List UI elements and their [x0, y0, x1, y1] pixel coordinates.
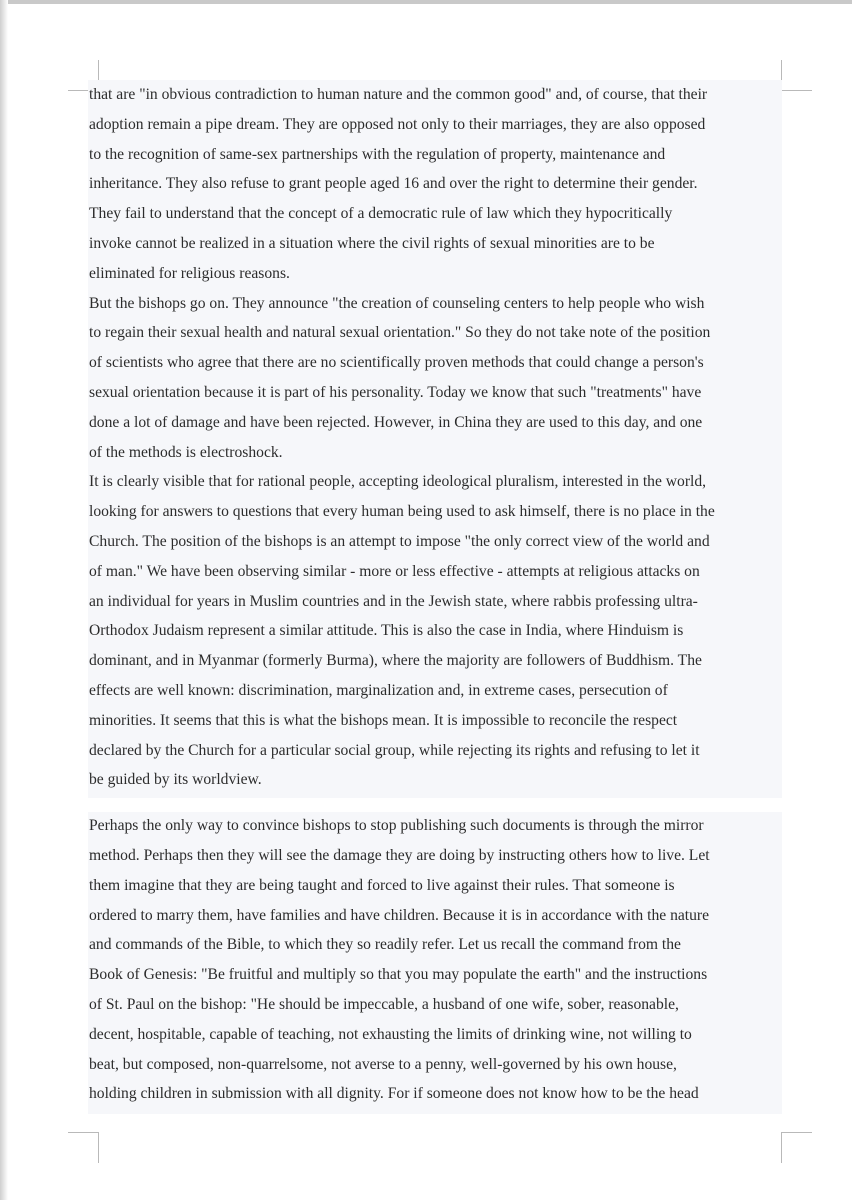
text-line: looking for answers to questions that every human being used to ask himself, there is no place in the: [89, 503, 715, 521]
text-line: done a lot of damage and have been rejected. However, in China they are used to this day, and one: [89, 413, 703, 431]
text-line: be guided by its worldview.: [89, 771, 262, 789]
text-line: effects are well known: discrimination, marginalization and, in extreme cases, persecution of: [89, 681, 668, 699]
paragraph-4: [89, 811, 794, 1109]
text-line: It is clearly visible that for rational people, accepting ideological pluralism, interested in the world,: [89, 473, 707, 491]
text-line: decent, hospitable, capable of teaching, not exhausting the limits of drinking wine, not willing to: [89, 1025, 692, 1043]
text-line: inheritance. They also refuse to grant people aged 16 and over the right to determine their gender.: [89, 175, 698, 193]
text-line: Perhaps the only way to convince bishops to stop publishing such documents is through the mirror: [89, 817, 704, 835]
text-line: holding children in submission with all dignity. For if someone does not know how to be the head: [89, 1085, 699, 1103]
text-line: that are "in obvious contradiction to human nature and the common good" and, of course, that their: [89, 86, 708, 103]
document-body[interactable]: [89, 80, 794, 1109]
text-line: They fail to understand that the concept of a democratic rule of law which they hypocritically: [89, 205, 673, 223]
text-line: an individual for years in Muslim countries and in the Jewish state, where rabbis professing ultra-: [89, 592, 698, 610]
text-line: sexual orientation because it is part of his personality. Today we know that such "treatments" have: [89, 383, 702, 401]
text-line: beat, but composed, non-quarrelsome, not averse to a penny, well-governed by his own house,: [89, 1055, 677, 1073]
text-line: to the recognition of same-sex partnerships with the regulation of property, maintenance and: [89, 145, 666, 163]
text-line: invoke cannot be realized in a situation where the civil rights of sexual minorities are to be: [89, 234, 655, 252]
text-line: method. Perhaps then they will see the damage they are doing by instructing others how to live. Let: [89, 846, 710, 864]
text-line: them imagine that they are being taught and forced to live against their rules. That someone is: [89, 876, 675, 894]
paragraph-3: [89, 467, 794, 795]
paragraph-2: [89, 289, 794, 468]
text-line: But the bishops go on. They announce "the creation of counseling centers to help people who wish: [89, 294, 705, 312]
text-line: of scientists who agree that there are no scientifically proven methods that could change a person's: [89, 354, 704, 372]
text-line: Book of Genesis: "Be fruitful and multiply so that you may populate the earth" and the instructions: [89, 966, 708, 984]
text-line: of St. Paul on the bishop: "He should be impeccable, a husband of one wife, sober, reasonable,: [89, 995, 679, 1013]
text-line: Orthodox Judaism represent a similar attitude. This is also the case in India, where Hinduism is: [89, 622, 684, 640]
paragraph-spacer: [89, 795, 794, 811]
text-line: of man." We have been observing similar - more or less effective - attempts at religious attacks on: [89, 562, 700, 580]
text-line: dominant, and in Myanmar (formerly Burma), where the majority are followers of Buddhism. The: [89, 652, 702, 670]
text-line: eliminated for religious reasons.: [89, 264, 290, 282]
text-line: minorities. It seems that this is what the bishops mean. It is impossible to reconcile the respect: [89, 711, 678, 729]
text-line: of the methods is electroshock.: [89, 443, 283, 461]
screen-left-edge: [0, 0, 8, 1200]
text-line: declared by the Church for a particular social group, while rejecting its rights and refusing to let it: [89, 741, 700, 759]
text-line: to regain their sexual health and natural sexual orientation." So they do not take note of the position: [89, 324, 711, 342]
paragraph-1: [89, 80, 794, 289]
margin-corner-bottom-right: [781, 1132, 812, 1163]
text-line: ordered to marry them, have families and have children. Because it is in accordance with the nature: [89, 906, 710, 924]
text-line: adoption remain a pipe dream. They are opposed not only to their marriages, they are also opposed: [89, 115, 706, 133]
margin-corner-bottom-left: [68, 1132, 99, 1163]
text-line: and commands of the Bible, to which they so readily refer. Let us recall the command from the: [89, 936, 681, 954]
text-line: Church. The position of the bishops is an attempt to impose "the only correct view of the world and: [89, 532, 710, 550]
